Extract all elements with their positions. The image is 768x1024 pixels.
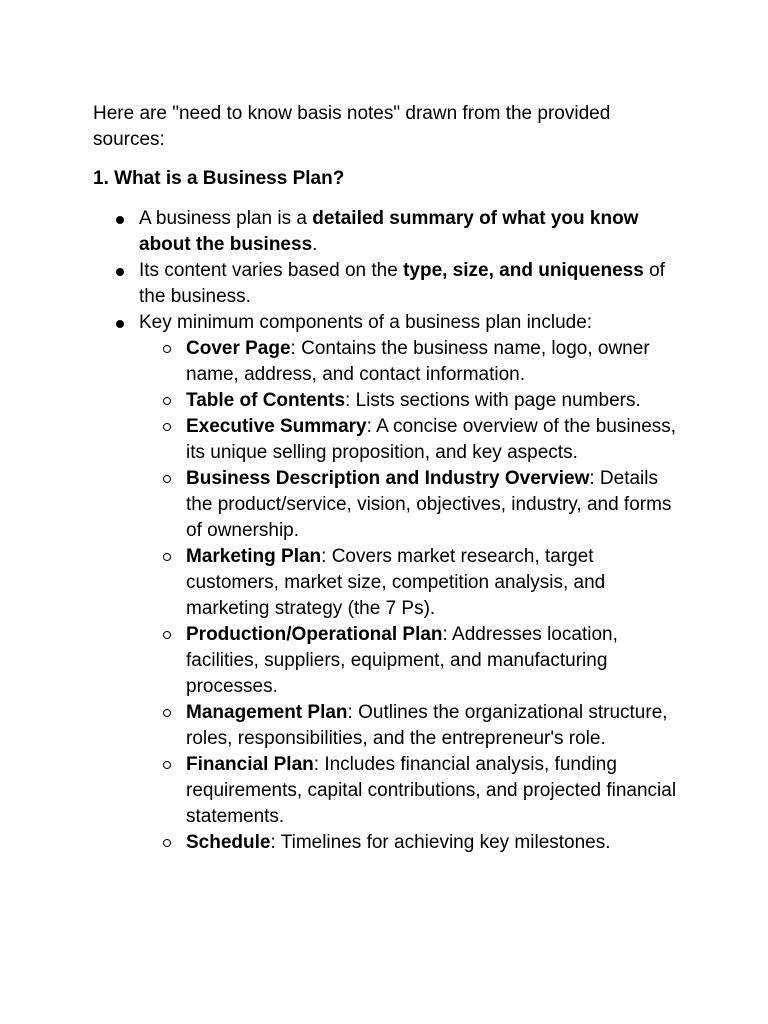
component-term: Management Plan (186, 702, 348, 723)
component-desc: : A concise overview of the business, its unique selling proposition, and key aspects. (186, 416, 677, 463)
component-desc: : Addresses location, facilities, suppliers, equipment, and manufacturing processes. (186, 624, 618, 697)
component-item (139, 544, 683, 622)
bullet-text-after: . (312, 234, 318, 255)
component-desc: : Includes financial analysis, funding requirements, capital contributions, and projected financial statements. (186, 754, 677, 827)
component-item (139, 700, 683, 752)
components-list (139, 336, 683, 856)
bullet-item-definition (93, 206, 683, 258)
bullet-text-before: A business plan is a (139, 208, 313, 229)
main-bullet-list (93, 206, 683, 856)
component-term: Financial Plan (186, 754, 314, 775)
bullet-disc-icon (116, 320, 124, 328)
bullet-disc-icon (116, 268, 124, 276)
bullet-text-bold: type, size, and uniqueness (403, 260, 644, 281)
bullet-text-bold: detailed summary of what you know about the business (139, 208, 639, 255)
component-desc: : Timelines for achieving key milestones. (270, 832, 611, 853)
intro-paragraph: Here are "need to know basis notes" drawn from the provided sources: (93, 103, 611, 150)
component-item (139, 752, 683, 830)
component-term: Business Description and Industry Overview (186, 468, 590, 489)
bullet-circle-icon (163, 397, 171, 405)
component-desc: : Covers market research, target customers, market size, competition analysis, and marketing strategy (the 7 Ps). (186, 546, 606, 619)
bullet-circle-icon (163, 553, 171, 561)
component-item (139, 466, 683, 544)
component-item (139, 336, 683, 388)
component-term: Executive Summary (186, 416, 367, 437)
bullet-disc-icon (116, 216, 124, 224)
bullet-circle-icon (163, 423, 171, 431)
bullet-text-after: of the business. (139, 260, 665, 307)
component-term: Marketing Plan (186, 546, 322, 567)
component-desc: : Outlines the organizational structure, roles, responsibilities, and the entrepreneur's role. (186, 702, 668, 749)
bullet-text: Key minimum components of a business plan include: (139, 312, 593, 333)
component-term: Table of Contents (186, 390, 346, 411)
component-item (139, 388, 683, 414)
component-item (139, 622, 683, 700)
bullet-circle-icon (163, 709, 171, 717)
component-item (139, 414, 683, 466)
bullet-item-components (93, 310, 683, 856)
bullet-circle-icon (163, 839, 171, 847)
component-desc: : Details the product/service, vision, objectives, industry, and forms of ownership. (186, 468, 672, 541)
bullet-item-content-varies (93, 258, 683, 310)
component-desc: : Lists sections with page numbers. (345, 390, 641, 411)
bullet-circle-icon (163, 345, 171, 353)
component-term: Production/Operational Plan (186, 624, 443, 645)
section-heading: 1. What is a Business Plan? (93, 168, 345, 189)
component-item (139, 830, 683, 856)
bullet-text-before: Its content varies based on the (139, 260, 404, 281)
bullet-circle-icon (163, 631, 171, 639)
component-term: Cover Page (186, 338, 291, 359)
component-term: Schedule (186, 832, 271, 853)
component-desc: : Contains the business name, logo, owner name, address, and contact information. (186, 338, 650, 385)
bullet-circle-icon (163, 761, 171, 769)
bullet-circle-icon (163, 475, 171, 483)
document-page (93, 101, 683, 856)
